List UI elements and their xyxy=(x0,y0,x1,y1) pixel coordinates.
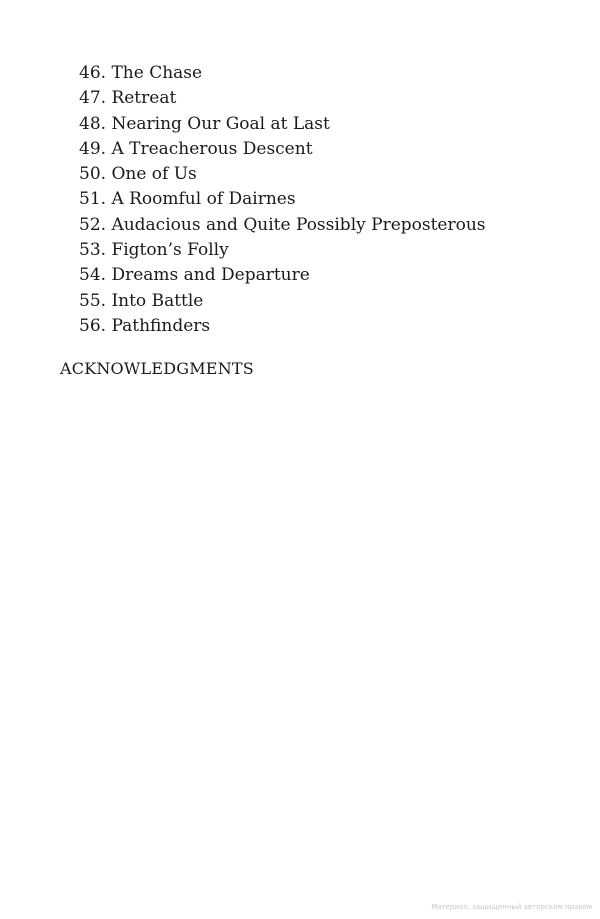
toc-entry-50[interactable]: 50. One of Us xyxy=(79,164,197,185)
toc-entry-56[interactable]: 56. Pathfinders xyxy=(79,315,211,336)
toc-entry-51[interactable]: 51. A Roomful of Dairnes xyxy=(79,189,296,210)
toc-entry-48[interactable]: 48. Nearing Our Goal at Last xyxy=(79,113,330,134)
toc-entry-49[interactable]: 49. A Treacherous Descent xyxy=(79,138,313,159)
toc-entry-54[interactable]: 54. Dreams and Departure xyxy=(79,265,310,286)
table-of-contents xyxy=(79,61,486,339)
toc-entry-acknowledgments[interactable]: ACKNOWLEDGMENTS xyxy=(60,359,254,378)
toc-entry-47[interactable]: 47. Retreat xyxy=(79,88,177,109)
copyright-watermark: Материал, защищенный авторским правом xyxy=(431,903,592,911)
toc-entry-46[interactable]: 46. The Chase xyxy=(79,63,203,83)
toc-entry-55[interactable]: 55. Into Battle xyxy=(79,290,204,311)
toc-entry-52[interactable]: 52. Audacious and Quite Possibly Preposterous xyxy=(79,214,486,235)
toc-entry-53[interactable]: 53. Figton’s Folly xyxy=(79,240,229,261)
